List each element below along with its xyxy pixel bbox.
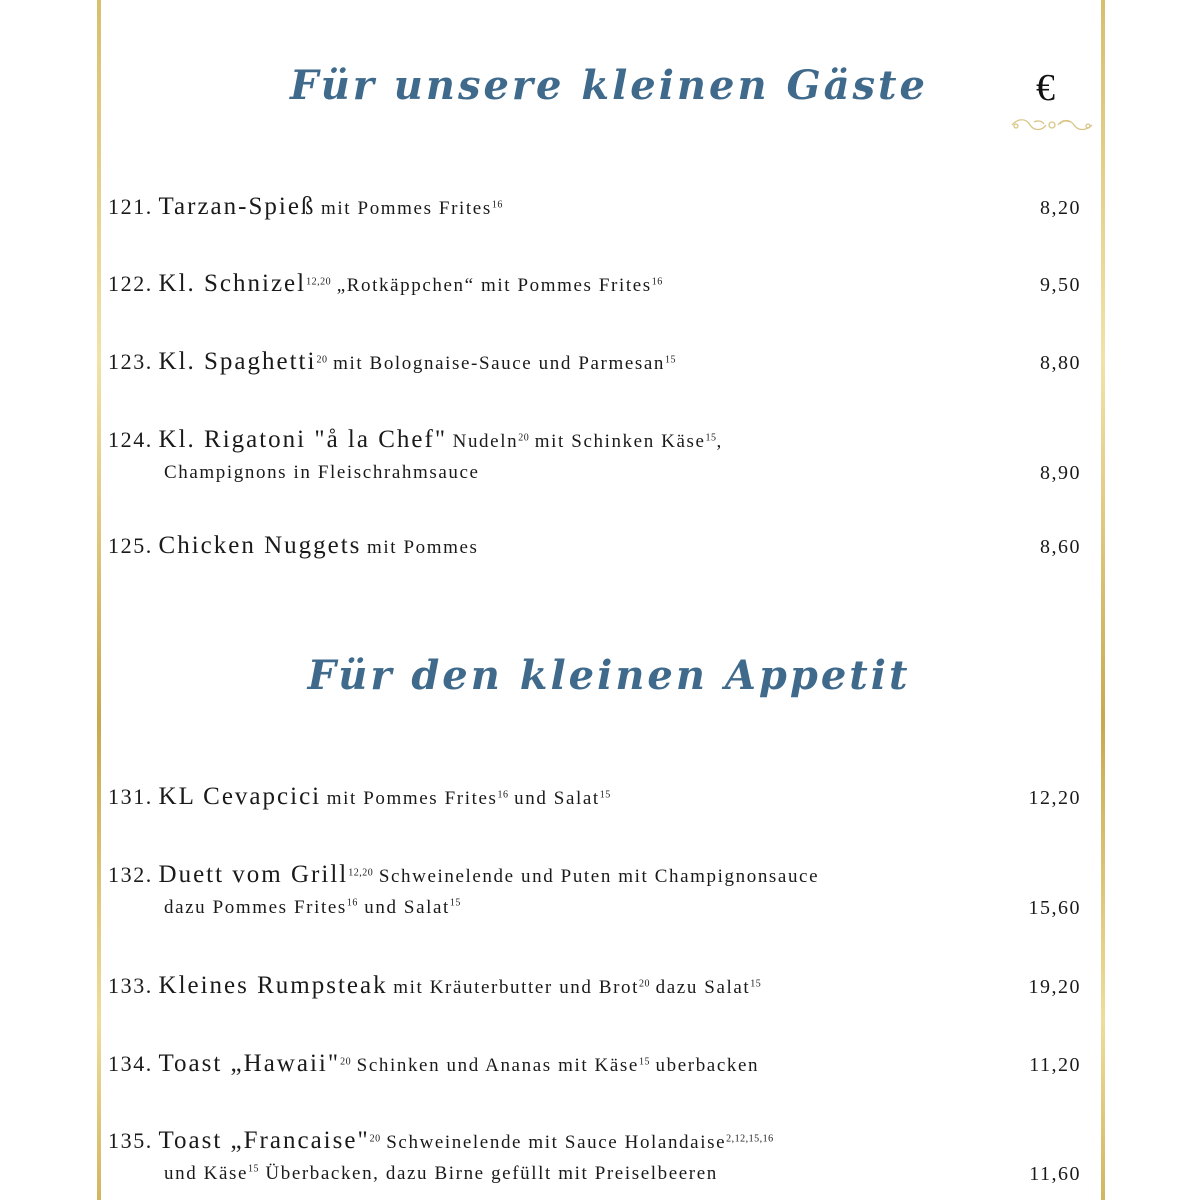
item-price: 9,50 [1040, 274, 1081, 296]
item-name: Toast „Hawaii" [158, 1050, 341, 1077]
menu-item-line-2 [108, 897, 1093, 919]
item-description-line-2: Champignons in Fleischrahmsauce [164, 462, 480, 483]
menu-item-line-2 [108, 1163, 1093, 1185]
item-name: KL Cevapcici [158, 783, 322, 810]
item-price: 8,60 [1040, 536, 1081, 558]
menu-item [108, 783, 1093, 811]
item-name-allergens: 12,20 [306, 276, 332, 288]
menu-item [108, 861, 1093, 919]
item-description-cont: und Salat [514, 788, 600, 809]
item-price: 8,80 [1040, 352, 1081, 374]
item-name: Chicken Nuggets [158, 532, 362, 559]
item-description: „Rotkäppchen“ mit Pommes Frites [336, 275, 652, 296]
item-description-allergens: 2,12,15,16 [726, 1133, 774, 1145]
item-name-allergens: 20 [340, 1056, 352, 1068]
item-description-cont-allergens: 15 [750, 978, 762, 990]
item-description-line-2: dazu Pommes Frites [164, 897, 347, 918]
item-number: 123. [108, 349, 153, 374]
menu-item-line-2 [108, 462, 1093, 484]
item-number: 135. [108, 1128, 153, 1153]
item-description: mit Pommes [367, 537, 479, 558]
item-description-allergens: 16 [491, 199, 503, 211]
item-number: 133. [108, 973, 153, 998]
item-description: mit Bolognaise-Sauce und Parmesan [333, 353, 665, 374]
item-price: 19,20 [1028, 976, 1081, 998]
item-description-allergens: 20 [639, 978, 651, 990]
menu-item-line [108, 426, 1093, 454]
item-name: Kl. Spaghetti [158, 348, 317, 375]
item-name: Toast „Francaise" [158, 1127, 370, 1154]
item-number: 132. [108, 862, 153, 887]
menu-item [108, 270, 1093, 298]
item-number: 121. [108, 194, 153, 219]
menu-item-line [108, 972, 1093, 1000]
item-line-2-cont-allergens: 15 [449, 897, 461, 909]
item-name: Kl. Rigatoni "å la Chef" [158, 426, 448, 453]
menu-item-line [108, 1127, 1093, 1155]
item-description-allergens: 16 [497, 789, 509, 801]
menu-item [108, 532, 1093, 560]
menu-item-line [108, 1050, 1093, 1078]
item-number: 134. [108, 1051, 153, 1076]
menu-item-line [108, 348, 1093, 376]
item-number: 125. [108, 533, 153, 558]
item-number: 124. [108, 427, 153, 452]
right-gold-border [1101, 0, 1105, 1200]
item-description-line-2-cont: und Salat [364, 897, 450, 918]
item-line-2-allergens: 15 [248, 1163, 260, 1175]
item-description: Schweinelende und Puten mit Champignonsauce [378, 866, 820, 887]
section-title-small-appetite: Für den kleinen Appetit [307, 652, 911, 699]
item-description-punct: , [716, 431, 723, 452]
item-description: Schinken und Ananas mit Käse [356, 1055, 639, 1076]
item-name: Kl. Schnizel [158, 270, 307, 297]
item-description-line-2: und Käse [164, 1163, 249, 1184]
left-gold-border [97, 0, 101, 1200]
item-description-allergens: 20 [518, 432, 530, 444]
item-price: 15,60 [1028, 897, 1081, 919]
item-number: 131. [108, 784, 153, 809]
item-description: mit Kräuterbutter und Brot [393, 977, 640, 998]
item-description-cont-allergens: 15 [599, 789, 611, 801]
menu-item-line [108, 861, 1093, 889]
item-price: 11,20 [1029, 1054, 1081, 1076]
menu-item [108, 1127, 1093, 1185]
item-description: mit Pommes Frites [326, 788, 498, 809]
item-number: 122. [108, 271, 153, 296]
item-description-cont-allergens: 15 [705, 432, 717, 444]
item-price: 12,20 [1028, 787, 1081, 809]
item-description: Nudeln [452, 431, 519, 452]
menu-item [108, 426, 1093, 484]
item-description: Schweinelende mit Sauce Holandaise [386, 1132, 727, 1153]
item-price: 11,60 [1029, 1163, 1081, 1185]
item-name-allergens: 20 [316, 354, 328, 366]
item-price: 8,90 [1040, 462, 1081, 484]
item-description: mit Pommes Frites [321, 198, 492, 219]
item-name-allergens: 20 [369, 1133, 381, 1145]
menu-item-line [108, 193, 1093, 221]
menu-item [108, 348, 1093, 376]
section-title-kids: Für unsere kleinen Gäste [290, 62, 928, 109]
ornament-flourish-icon [1008, 116, 1096, 134]
item-name: Kleines Rumpsteak [158, 972, 388, 999]
item-name: Tarzan-Spieß [158, 193, 316, 220]
item-description-allergens: 15 [638, 1056, 650, 1068]
item-name: Duett vom Grill [158, 861, 349, 888]
item-description-line-2-cont: Überbacken, dazu Birne gefüllt mit Preiselbeeren [265, 1163, 718, 1184]
menu-item-line [108, 532, 1093, 560]
item-price: 8,20 [1040, 197, 1081, 219]
menu-item-line [108, 270, 1093, 298]
menu-item-line [108, 783, 1093, 811]
item-description-cont: mit Schinken Käse [534, 431, 706, 452]
menu-item [108, 193, 1093, 221]
euro-currency-header: € [1036, 67, 1055, 109]
item-description-allergens: 16 [651, 276, 663, 288]
item-line-2-allergens: 16 [346, 897, 358, 909]
item-description-cont: dazu Salat [655, 977, 751, 998]
item-description-cont: uberbacken [655, 1055, 760, 1076]
item-name-allergens: 12,20 [348, 867, 374, 879]
menu-item [108, 972, 1093, 1000]
menu-item [108, 1050, 1093, 1078]
item-description-allergens: 15 [665, 354, 676, 366]
